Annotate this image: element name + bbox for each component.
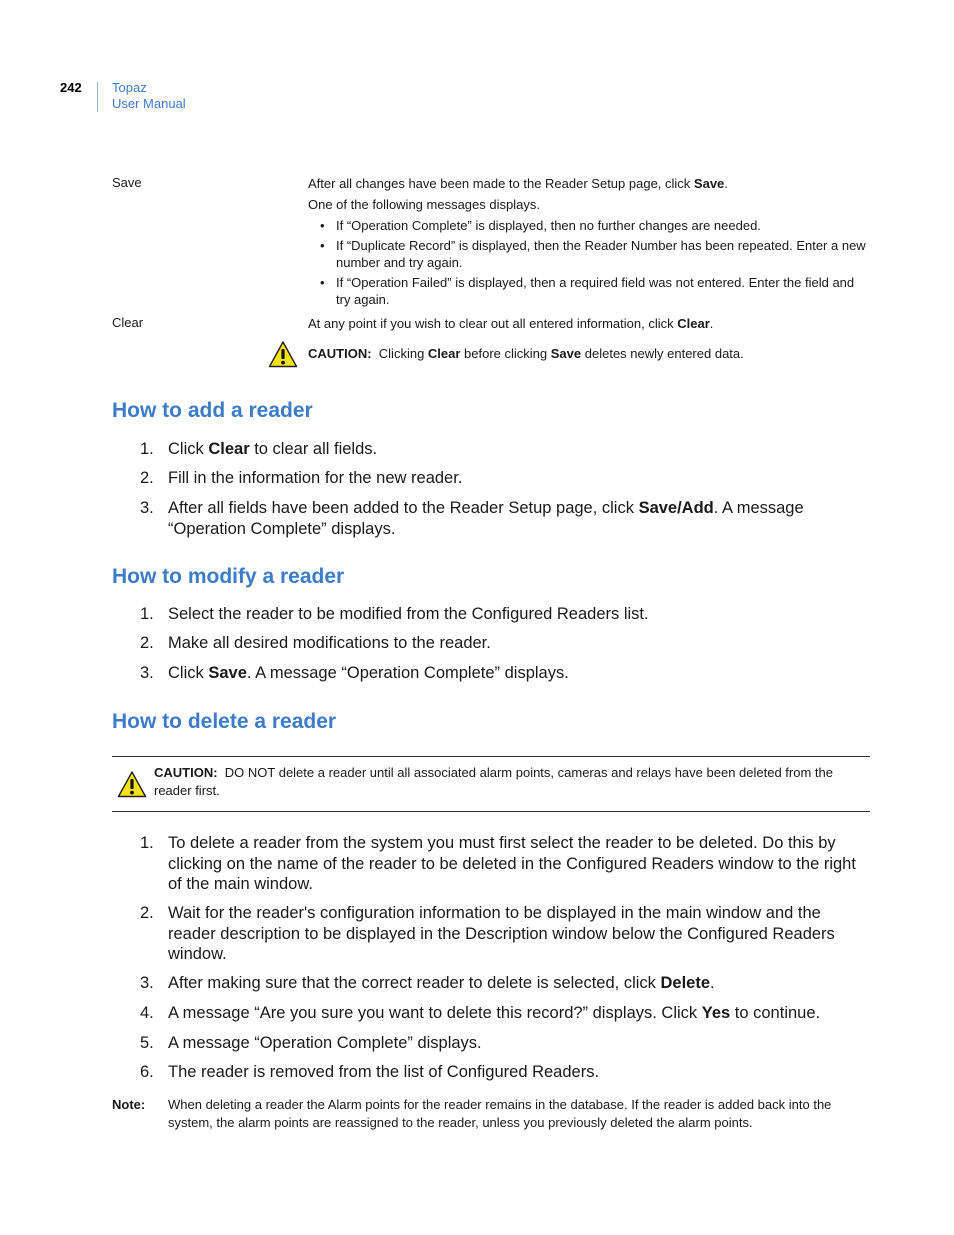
warning-icon — [117, 770, 147, 798]
step-item: 2. Fill in the information for the new reader. — [140, 469, 463, 487]
list-item: • If “Duplicate Record” is displayed, then the Reader Number has been repeated. Enter a new number and try again. — [320, 238, 866, 270]
step-item: 3. Click Save. A message “Operation Complete” displays. — [140, 664, 569, 682]
step-item: 6. The reader is removed from the list of Configured Readers. — [140, 1063, 600, 1081]
section-heading-add: How to add a reader — [112, 399, 313, 422]
step-item: 1. Select the reader to be modified from the Configured Readers list. — [140, 605, 649, 623]
step-item: 4. A message “Are you sure you want to delete this record?” displays. Click Yes to continue. — [140, 1004, 821, 1022]
step-item: 2. Wait for the reader's configuration information to be displayed in the main window and the reader description to be displayed in the Description window below the Configured Readers window. — [140, 904, 835, 963]
term-clear: Clear — [112, 315, 144, 330]
page-number: 242 — [60, 80, 82, 95]
section-heading-modify: How to modify a reader — [112, 565, 345, 588]
caution-delete-note: CAUTION: DO NOT delete a reader until all associated alarm points, cameras and relays have been deleted from the reader first. — [154, 765, 833, 798]
caution-bottom-divider — [112, 811, 870, 812]
save-messages-intro: One of the following messages displays. — [308, 197, 540, 212]
step-item: 2. Make all desired modifications to the reader. — [140, 634, 491, 652]
warning-icon — [268, 340, 298, 368]
header-product: Topaz — [112, 80, 147, 95]
caution-top-divider — [112, 756, 870, 757]
header-divider — [97, 82, 98, 112]
clear-description: At any point if you wish to clear out all entered information, click Clear. — [308, 316, 714, 331]
step-item: 3. After making sure that the correct reader to delete is selected, click Delete. — [140, 974, 715, 992]
step-item: 1. Click Clear to clear all fields. — [140, 440, 378, 458]
list-item: • If “Operation Complete” is displayed, then no further changes are needed. — [320, 218, 761, 233]
note-text: When deleting a reader the Alarm points for the reader remains in the database. If the reader is added back into the system, the alarm points are reassigned to the reader, unless you previously deleted the alarm points. — [168, 1097, 832, 1130]
section-heading-delete: How to delete a reader — [112, 710, 337, 733]
step-item: 5. A message “Operation Complete” displays. — [140, 1034, 482, 1052]
note-label: Note: — [112, 1097, 146, 1112]
caution-note: CAUTION: Clicking Clear before clicking Save deletes newly entered data. — [308, 346, 744, 361]
step-item: 3. After all fields have been added to the Reader Setup page, click Save/Add. A message “Operation Complete” displays. — [140, 499, 804, 538]
list-item: • If “Operation Failed” is displayed, then a required field was not entered. Enter the field and try again. — [320, 275, 855, 307]
step-item: 1. To delete a reader from the system you must first select the reader to be deleted. Do this by clicking on the name of the reader to be deleted in the Configured Readers window to the right of the main window. — [140, 834, 856, 893]
header-document: User Manual — [112, 96, 186, 111]
save-description: After all changes have been made to the Reader Setup page, click Save. — [308, 176, 728, 191]
term-save: Save — [112, 175, 142, 190]
